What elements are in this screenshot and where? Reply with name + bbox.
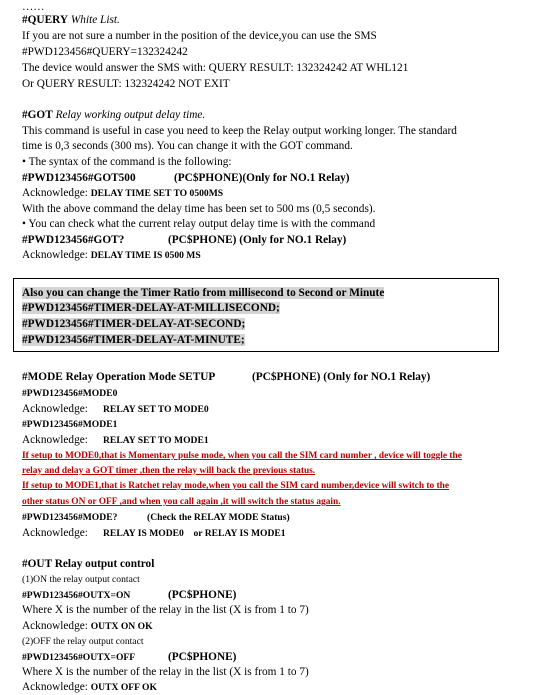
query-heading [22,13,120,27]
out-on-ack-line [22,619,153,634]
got-query-line [22,233,346,247]
got-query-command: #PWD123456#GOT? [22,234,125,246]
got-query-ack-line [22,248,201,263]
timer-ratio-line-4 [22,333,245,347]
mode-ack-1-value: RELAY SET TO MODE1 [103,435,209,446]
timer-ratio-line-3 [22,317,245,331]
got-command: #GOT [22,109,53,121]
got-paragraph-3: • The syntax of the command is the following: [22,156,232,168]
got-paragraph-1: This command is useful in case you need to keep the Relay output working longer. The standard [22,125,457,137]
timer-ratio-text-4: #PWD123456#TIMER-DELAY-AT-MINUTE; [22,334,245,346]
got-ack-value: DELAY TIME SET TO 0500MS [90,188,224,199]
got-paragraph-6: With the above command the delay time has been set to 500 ms (0,5 seconds). [22,203,376,215]
out-off-line [22,650,236,665]
got-ack-label: Acknowledge: [22,187,91,199]
out-step-1: (1)ON the relay output contact [22,574,140,585]
out-off-ack-label: Acknowledge: [22,681,91,693]
mode-ack-0-value: RELAY SET TO MODE0 [103,404,209,415]
got-query-note: (PC$PHONE) (Only for NO.1 Relay) [168,234,347,246]
mode-status-note: (Check the RELAY MODE Status) [147,512,290,523]
out-on-command: #PWD123456#OUTX=ON [22,590,131,601]
mode-heading [22,370,430,384]
timer-ratio-line-2 [22,301,280,315]
ellipsis-marker: …… [22,1,45,13]
query-paragraph-2: #PWD123456#QUERY=132324242 [22,46,188,58]
timer-ratio-text-2: #PWD123456#TIMER-DELAY-AT-MILLISECOND; [22,302,280,314]
out-step-2: (2)OFF the relay output contact [22,636,144,647]
timer-ratio-line-1 [22,286,384,300]
mode-status-line [22,511,290,525]
mode-note-red-3: If setup to MODE1,that is Ratchet relay mode,when you call the SIM card number,device will switch to the [22,481,450,491]
mode-status-ack-label: Acknowledge: [22,527,88,539]
query-paragraph-4: Or QUERY RESULT: 132324242 NOT EXIT [22,78,230,90]
out-on-where: Where X is the number of the relay in the list (X is from 1 to 7) [22,604,309,616]
mode-ack-0-label: Acknowledge: [22,403,88,415]
mode-note-red-1: If setup to MODE0,that is Momentary pulse mode, when you call the SIM card number , device will toggle the [22,451,462,461]
mode-status-ack-line [22,526,286,541]
got-paragraph-2: time is 0,3 seconds (300 ms). You can change it with the GOT command. [22,140,353,152]
mode-heading-note: (PC$PHONE) (Only for NO.1 Relay) [252,371,431,383]
mode-note-red-2: relay and delay a GOT timer ,then the relay will back the previous status. [22,466,316,476]
out-on-ack-label: Acknowledge: [22,620,91,632]
timer-ratio-text-3: #PWD123456#TIMER-DELAY-AT-SECOND; [22,318,246,330]
out-on-note: (PC$PHONE) [168,589,237,601]
out-off-command: #PWD123456#OUTX=OFF [22,652,136,663]
mode-heading-title: #MODE Relay Operation Mode SETUP [22,371,216,383]
mode-note-red-4: other status ON or OFF ,and when you call again ,it will switch the status again. [22,497,341,507]
query-paragraph-1: If you are not sure a number in the position of the device,you can use the SMS [22,30,377,42]
got-ack-line [22,186,223,201]
mode-status-ack-value: RELAY IS MODE0 or RELAY IS MODE1 [103,528,286,539]
got-query-ack-label: Acknowledge: [22,249,91,261]
got-query-ack-value: DELAY TIME IS 0500 MS [90,250,201,261]
got-paragraph-7: • You can check what the current relay output delay time is with the command [22,218,376,230]
mode-ack-0-line [22,402,209,417]
query-command: #QUERY [22,14,69,26]
timer-ratio-text-1: Also you can change the Timer Ratio from millisecond to Second or Minute [22,287,385,299]
mode-ack-1-line [22,433,209,448]
out-on-ack-value: OUTX ON OK [90,621,153,632]
mode-command-1: #PWD123456#MODE1 [22,419,118,430]
query-description: White List. [68,14,120,26]
got-command-text: #PWD123456#GOT500 [22,172,136,184]
got-description: Relay working output delay time. [52,109,206,121]
mode-ack-1-label: Acknowledge: [22,434,88,446]
mode-status-command: #PWD123456#MODE? [22,512,118,523]
out-heading: #OUT Relay output control [22,558,155,570]
mode-command-0: #PWD123456#MODE0 [22,388,118,399]
out-on-line [22,588,236,603]
out-off-note: (PC$PHONE) [168,651,237,663]
got-command-note: (PC$PHONE)(Only for NO.1 Relay) [174,172,350,184]
got-heading [22,108,205,122]
query-paragraph-3: The device would answer the SMS with: QUERY RESULT: 132324242 AT WHL121 [22,62,409,74]
got-command-line [22,171,350,185]
out-off-ack-value: OUTX OFF OK [90,682,157,693]
out-off-where: Where X is the number of the relay in the list (X is from 1 to 7) [22,666,309,678]
